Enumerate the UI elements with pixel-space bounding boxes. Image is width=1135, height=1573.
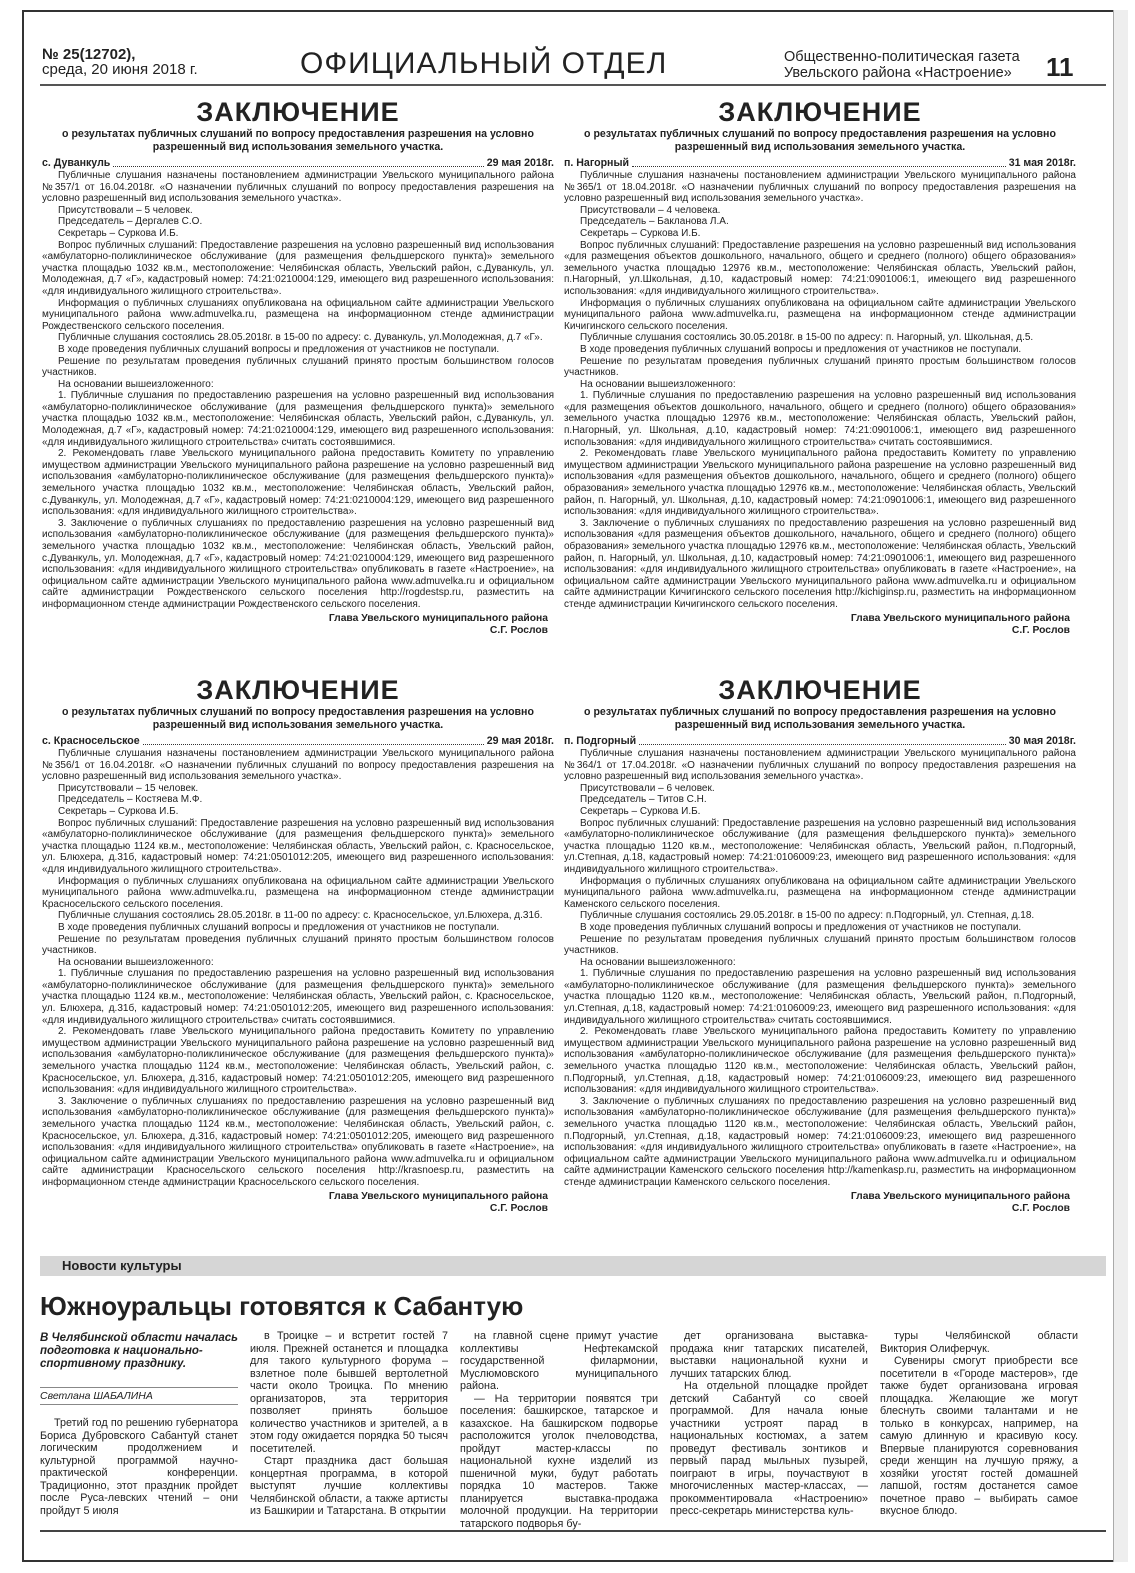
article-paragraph: Публичные слушания состоялись 28.05.2018г. в 15-00 по адресу: с. Дуванкуль, ул.Молодежная, д.7 «Г». [58, 332, 543, 344]
article-paragraph: Решение по результатам проведения публичных слушаний принято простым большинством голосов участников. [42, 355, 554, 379]
article-paragraph: Публичные слушания состоялись 28.05.2018г. в 11-00 по адресу: с. Красносельское, ул.Блюхера, д.31б. [58, 910, 543, 922]
article-subtitle: о результатах публичных слушаний по вопросу предоставления разрешения на условно разрешенный вид использования земельного участка. [62, 706, 534, 731]
culture-column-5 [880, 1330, 1078, 1518]
signature-role: Глава Увельского муниципального района [850, 612, 1070, 624]
article-paragraph: Публичные слушания назначены постановлением администрации Увельского муниципального района №365/1 от 18.04.2018г. «О назначении публичных слушаний по вопросу предоставления разрешения на условно разрешенный вид использования земельного участка». [564, 170, 1076, 205]
article-title: ЗАКЛЮЧЕНИЕ [718, 675, 922, 705]
article-podgorny [564, 676, 1076, 1215]
article-paragraph: Председатель – Дергалев С.О. [58, 216, 203, 228]
culture-paragraph: На отдельной площадке пройдет детский Сабантуй со своей программой. Для начала юные участники устроят парад в национальных костюмах, а затем проведут фестиваль зонтиков и первый парад мыльных пузырей, поиграют в игры, поучаствуют в многочисленных мастер-классах, — прокомментировала «Настроению» пресс-секретарь министерства куль- [670, 1380, 868, 1517]
article-title: ЗАКЛЮЧЕНИЕ [196, 97, 400, 127]
article-paragraph: 1. Публичные слушания по предоставлению разрешения на условно разрешенный вид использования «для размещения объектов дошкольного, начального, общего и среднего (полного) общего образования» земельного участка площадью 12976 кв.м., местоположение: Челябинская область, Увельский район, п.Нагорный, ул. Школьная, д.10, кадастровый номер: 74:21:0901006:1, имеющего вид разрешенного использования: «для индивидуального жилищного строительства» считать состоявшимися. [564, 390, 1076, 448]
article-paragraph: Секретарь – Суркова И.Б. [58, 805, 179, 817]
signature-name: С.Г. Рослов [1011, 624, 1070, 636]
article-paragraph: Председатель – Костяева М.Ф. [58, 794, 203, 806]
article-paragraph: Секретарь – Суркова И.Б. [580, 227, 701, 239]
article-subtitle: о результатах публичных слушаний по вопросу предоставления разрешения на условно разрешенный вид использования земельного участка. [584, 706, 1056, 731]
article-place: с. Красносельское [42, 735, 140, 747]
article-paragraph: Публичные слушания назначены постановлением администрации Увельского муниципального района №364/1 от 17.04.2018г. «О назначении публичных слушаний по вопросу предоставления разрешения на условно разрешенный вид использования земельного участка». [564, 748, 1076, 783]
paper-name-line2: Увельского района «Настроение» [784, 65, 1012, 81]
article-paragraph: На основании вышеизложенного: [58, 956, 214, 968]
article-signature [42, 1191, 554, 1215]
section-title: ОФИЦИАЛЬНЫЙ ОТДЕЛ [300, 47, 668, 80]
culture-paragraph: Сувениры смогут приобрести все посетители в «Городе мастеров», где также будет организована игровая площадка. Желающие же могут блеснуть своими талантами и не только в конкурсах, например, на самую длинную и красивую косу. Впервые планируются соревнования среди женщин на лучшую пряжу, а хозяйки угостят гостей домашней лапшой, гостям достанется самое почетное право – выбирать самое вкусное блюдо. [880, 1355, 1078, 1517]
article-date: 30 мая 2018г. [1008, 735, 1076, 747]
article-place: с. Дуванкуль [42, 157, 111, 169]
culture-paragraph: на главной сцене примут участие коллективы Нефтекамской государственной филармонии, Муслюмовского муниципального района. [460, 1330, 658, 1392]
article-paragraph: 3. Заключение о публичных слушаниях по предоставлению разрешения на условно разрешенный вид использования «амбулаторно-поликлиническое обслуживание (для размещения фельдшерского пункта)» земельного участка площадью 1124 кв.м., местоположение: Челябинская область, Увельский район, с. Красносельское, ул. Блюхера, д.31б, кадастровый номер: 74:21:0501012:205, имеющего вид разрешенного использования: «для индивидуального жилищного строительства» опубликовать в газете «Настроение», на официальном сайте администрации Увельского муниципального района www.admuvelka.ru и официальном сайте администрации Красносельского сельского поселения http://krasnoesp.ru, разместить на информационном стенде администрации Красносельского сельского поселения. [42, 1095, 554, 1188]
culture-paragraph: дет организована выставка-продажа книг татарских писателей, выставки национальной кухни и лучших татарских блюд. [670, 1330, 868, 1380]
article-paragraph: Секретарь – Суркова И.Б. [58, 227, 179, 239]
culture-column-3 [460, 1330, 658, 1530]
article-paragraph: 2. Рекомендовать главе Увельского муниципального района предоставить Комитету по управлению имуществом администрации Увельского муниципального района разрешение на условно разрешенный вид использования «амбулаторно-поликлиническое обслуживание (для размещения фельдшерского пункта)» земельного участка площадью 1032 кв.м., местоположение: Челябинская область, Увельский район, с.Дуванкуль, ул. Молодежная, д.7 «Г», кадастровый номер: 74:21:0210004:129, имеющего вид разрешенного использования: «для индивидуального жилищного строительства». [42, 448, 554, 518]
culture-column-2 [250, 1330, 448, 1518]
article-paragraph: На основании вышеизложенного: [580, 378, 736, 390]
article-paragraph: 2. Рекомендовать главе Увельского муниципального района предоставить Комитету по управлению имуществом администрации Увельского муниципального района разрешение на условно разрешенный вид использования «для размещения объектов дошкольного, начального, общего и среднего (полного) общего образования» земельного участка площадью 12976 кв.м., местоположение: Челябинская область, Увельский район, п. Нагорный, ул. Школьная, д.10, кадастровый номер: 74:21:0901006:1, имеющего вид разрешенного использования: «для индивидуального жилищного строительства». [564, 448, 1076, 518]
signature-name: С.Г. Рослов [1011, 1202, 1070, 1214]
bottom-rule [40, 1530, 1106, 1532]
article-paragraph: Информация о публичных слушаниях опубликована на официальном сайте администрации Увельского муниципального района www.admuvelka.ru, размещена на информационном стенде администрации Кичигинского сельского поселения. [564, 297, 1076, 332]
article-signature [42, 613, 554, 637]
article-paragraph: Публичные слушания состоялись 29.05.2018г. в 15-00 по адресу: п.Подгорный, ул. Степная, д.18. [580, 910, 1035, 922]
article-paragraph: 3. Заключение о публичных слушаниях по предоставлению разрешения на условно разрешенный вид использования «амбулаторно-поликлиническое обслуживание (для размещения фельдшерского пункта)» земельного участка площадью 1120 кв.м., местоположение: Челябинская область, Увельский район, п.Подгорный, ул.Степная, д.18, кадастровый номер: 74:21:0106009:23, имеющего вид разрешенного использования: «для индивидуального жилищного строительства» опубликовать в газете «Настроение», на официальном сайте администрации Увельского муниципального района www.admuvelka.ru и официальном сайте администрации Каменского сельского поселения http://kamenkasp.ru, разместить на информационном стенде администрации Каменского сельского поселения. [564, 1095, 1076, 1188]
culture-lead: В Челябинской области началась подготовка к национально-спортивному празднику. [40, 1332, 238, 1370]
dotted-leader [639, 735, 1006, 745]
dotted-leader [632, 157, 1006, 167]
article-paragraph: Информация о публичных слушаниях опубликована на официальном сайте администрации Увельского муниципального района www.admuvelka.ru, размещена на информационном стенде администрации Рождественского сельского поселения. [42, 297, 554, 332]
article-title: ЗАКЛЮЧЕНИЕ [718, 97, 922, 127]
article-paragraph: Присутствовали – 4 человека. [580, 204, 721, 216]
article-paragraph: На основании вышеизложенного: [58, 378, 214, 390]
article-place-date [564, 735, 1076, 748]
article-nagorny [564, 98, 1076, 637]
culture-paragraph: Старт праздника даст большая концертная программа, в которой выступят лучшие коллективы Челябинской области, а также артисты из Башкирии и Татарстана. В открытии [250, 1455, 448, 1517]
article-paragraph: Вопрос публичных слушаний: Предоставление разрешения на условно разрешенный вид использования «амбулаторно-поликлиническое обслуживание (для размещения фельдшерского пункта)» земельного участка площадью 1032 кв.м., местоположение: Челябинская область, Увельский район, с.Дуванкуль, ул. Молодежная, д.7 «Г», кадастровый номер: 74:21:0210004:129, имеющего вид разрешенного использования: «для индивидуального жилищного строительства». [42, 239, 554, 297]
article-paragraph: Решение по результатам проведения публичных слушаний принято простым большинством голосов участников. [42, 933, 554, 957]
article-paragraph: Информация о публичных слушаниях опубликована на официальном сайте администрации Увельского муниципального района www.admuvelka.ru, размещена на информационном стенде администрации Каменского сельского поселения. [564, 875, 1076, 910]
article-date: 29 мая 2018г. [486, 735, 554, 747]
article-paragraph: Решение по результатам проведения публичных слушаний принято простым большинством голосов участников. [564, 933, 1076, 957]
article-place-date [42, 735, 554, 748]
article-paragraph: Информация о публичных слушаниях опубликована на официальном сайте администрации Увельского муниципального района www.admuvelka.ru, размещена на информационном стенде администрации Красносельского сельского поселения. [42, 875, 554, 910]
article-paragraph: В ходе проведения публичных слушаний вопросы и предложения от участников не поступали. [58, 921, 500, 933]
article-paragraph: 1. Публичные слушания по предоставлению разрешения на условно разрешенный вид использования «амбулаторно-поликлиническое обслуживание (для размещения фельдшерского пункта)» земельного участка площадью 1120 кв.м., местоположение: Челябинская область, Увельский район, п.Подгорный, ул.Степная, д.18, кадастровый номер: 74:21:0106009:23, имеющего вид разрешенного использования: «для индивидуального жилищного строительства» считать состоявшимися. [564, 968, 1076, 1026]
article-paragraph: 2. Рекомендовать главе Увельского муниципального района предоставить Комитету по управлению имуществом администрации Увельского муниципального района разрешение на условно разрешенный вид использования «амбулаторно-поликлиническое обслуживание (для размещения фельдшерского пункта)» земельного участка площадью 1124 кв.м., местоположение: Челябинская область, Увельский район, с. Красносельское, ул. Блюхера, д.31б, кадастровый номер: 74:21:0501012:205, имеющего вид разрешенного использования: «для индивидуального жилищного строительства». [42, 1026, 554, 1096]
article-paragraph: Присутствовали – 15 человек. [58, 782, 199, 794]
issue-number: № 25(12702), [42, 46, 136, 63]
article-paragraph: Председатель – Титов С.Н. [580, 794, 707, 806]
issue-date: среда, 20 июня 2018 г. [42, 61, 198, 78]
dotted-leader [113, 157, 483, 167]
article-paragraph: Вопрос публичных слушаний: Предоставление разрешения на условно разрешенный вид использования «амбулаторно-поликлиническое обслуживание (для размещения фельдшерского пункта)» земельного участка площадью 1120 кв.м., местоположение: Челябинская область, Увельский район, п.Подгорный, ул.Степная, д.18, кадастровый номер: 74:21:0106009:23, имеющего вид разрешенного использования: «для индивидуального жилищного строительства». [564, 817, 1076, 875]
article-place: п. Нагорный [564, 157, 630, 169]
article-subtitle: о результатах публичных слушаний по вопросу предоставления разрешения на условно разрешенный вид использования земельного участка. [584, 128, 1056, 153]
article-paragraph: 2. Рекомендовать главе Увельского муниципального района предоставить Комитету по управлению имуществом администрации Увельского муниципального района разрешение на условно разрешенный вид использования «амбулаторно-поликлиническое обслуживание (для размещения фельдшерского пункта)» земельного участка площадью 1120 кв.м., местоположение: Челябинская область, Увельский район, п.Подгорный, ул.Степная, д.18, кадастровый номер: 74:21:0106009:23, имеющего вид разрешенного использования: «для индивидуального жилищного строительства». [564, 1026, 1076, 1096]
paper-name [784, 49, 1020, 81]
article-paragraph: Присутствовали – 6 человек. [580, 782, 715, 794]
signature-role: Глава Увельского муниципального района [850, 1190, 1070, 1202]
article-paragraph: Присутствовали – 5 человек. [58, 204, 193, 216]
article-paragraph: Решение по результатам проведения публичных слушаний принято простым большинством голосов участников. [564, 355, 1076, 379]
culture-column-4 [670, 1330, 868, 1518]
culture-paragraph: Третий год по решению губернатора Бориса Дубровского Сабантуй станет логическим продолжением и культурной программой научно-практической конференции. Традиционно, этот праздник пройдет после Руса-левских чтений – они пройдут 5 июля [40, 1417, 238, 1517]
signature-name: С.Г. Рослов [489, 1202, 548, 1214]
section-label: Новости культуры [62, 1258, 182, 1273]
culture-author: Светлана ШАБАЛИНА [40, 1387, 238, 1405]
article-subtitle: о результатах публичных слушаний по вопросу предоставления разрешения на условно разрешенный вид использования земельного участка. [62, 128, 534, 153]
page-number: 11 [1046, 52, 1074, 82]
section-bar [40, 1256, 1106, 1276]
article-paragraph: Председатель – Бакланова Л.А. [580, 216, 729, 228]
article-paragraph: Вопрос публичных слушаний: Предоставление разрешения на условно разрешенный вид использования «амбулаторно-поликлиническое обслуживание (для размещения фельдшерского пункта)» земельного участка площадью 1124 кв.м., местоположение: Челябинская область, Увельский район, с. Красносельское, ул. Блюхера, д.31б, кадастровый номер: 74:21:0501012:205, имеющего вид разрешенного использования: «для индивидуального жилищного строительства». [42, 817, 554, 875]
article-paragraph: В ходе проведения публичных слушаний вопросы и предложения от участников не поступали. [58, 343, 500, 355]
culture-paragraph: в Троицке – и встретит гостей 7 июля. Прежней останется и площадка для такого культурного форума – взлетное поле бывшей вертолетной части около Троицка. По мнению организаторов, эта территория позволяет принять большое количество участников и зрителей, а в этом году ожидается порядка 50 тысяч посетителей. [250, 1330, 448, 1455]
article-duvankul [42, 98, 554, 637]
article-paragraph: В ходе проведения публичных слушаний вопросы и предложения от участников не поступали. [580, 921, 1022, 933]
article-signature [564, 1191, 1076, 1215]
article-paragraph: Секретарь – Суркова И.Б. [580, 805, 701, 817]
issue-info [42, 47, 198, 77]
article-paragraph: Публичные слушания состоялись 30.05.2018г. в 15-00 по адресу: п. Нагорный, ул. Школьная, д.5. [580, 332, 1034, 344]
signature-role: Глава Увельского муниципального района [328, 1190, 548, 1202]
article-paragraph: 3. Заключение о публичных слушаниях по предоставлению разрешения на условно разрешенный вид использования «для размещения объектов дошкольного, начального, общего и среднего (полного) общего образования» земельного участка площадью 12976 кв.м., местоположение: Челябинская область, Увельский район, п. Нагорный, ул. Школьная, д.10, кадастровый номер: 74:21:0901006:1, имеющего вид разрешенного использования: «для индивидуального жилищного строительства» опубликовать в газете «Настроение», на официальном сайте администрации Увельского муниципального района www.admuvelka.ru и официальном сайте администрации Кичигинского сельского поселения http://kichiginsp.ru, разместить на информационном стенде администрации Кичигинского сельского поселения. [564, 517, 1076, 610]
signature-name: С.Г. Рослов [489, 624, 548, 636]
article-paragraph: 1. Публичные слушания по предоставлению разрешения на условно разрешенный вид использования «амбулаторно-поликлиническое обслуживание (для размещения фельдшерского пункта)» земельного участка площадью 1032 кв.м., местоположение: Челябинская область, Увельский район, с.Дуванкуль, ул. Молодежная, д.7 «Г», кадастровый номер: 74:21:0210004:129, имеющего вид разрешенного использования: «для индивидуального жилищного строительства» считать состоявшимися. [42, 390, 554, 448]
dotted-leader [143, 735, 484, 745]
article-paragraph: 3. Заключение о публичных слушаниях по предоставлению разрешения на условно разрешенный вид использования «амбулаторно-поликлиническое обслуживание (для размещения фельдшерского пункта)» земельного участка площадью 1032 кв.м., местоположение: Челябинская область, Увельский район, с.Дуванкуль, ул. Молодежная, д.7 «Г», кадастровый номер: 74:21:0210004:129, имеющего вид разрешенного использования: «для индивидуального жилищного строительства» опубликовать в газете «Настроение», на официальном сайте администрации Увельского муниципального района www.admuvelka.ru и официальном сайте администрации Рождественского сельского поселения http://rogdestsp.ru, разместить на информационном стенде администрации Рождественского сельского поселения. [42, 517, 554, 610]
header-rule [40, 84, 1106, 86]
article-place-date [564, 157, 1076, 170]
article-paragraph: На основании вышеизложенного: [580, 956, 736, 968]
article-title: ЗАКЛЮЧЕНИЕ [196, 675, 400, 705]
article-paragraph: 1. Публичные слушания по предоставлению разрешения на условно разрешенный вид использования «амбулаторно-поликлиническое обслуживание (для размещения фельдшерского пункта)» земельного участка площадью 1124 кв.м., местоположение: Челябинская область, Увельский район, с. Красносельское, ул. Блюхера, д.31б, кадастровый номер: 74:21:0501012:205, имеющего вид разрешенного использования: «для индивидуального жилищного строительства» считать состоявшимися. [42, 968, 554, 1026]
culture-paragraph: туры Челябинской области Виктория Олиферчук. [880, 1330, 1078, 1355]
article-place: п. Подгорный [564, 735, 637, 747]
culture-column-1 [40, 1417, 238, 1517]
article-krasnoselskoe [42, 676, 554, 1215]
article-body [42, 170, 554, 611]
paper-name-line1: Общественно-политическая газета [784, 49, 1020, 65]
article-date: 31 мая 2018г. [1008, 157, 1076, 169]
article-place-date [42, 157, 554, 170]
article-paragraph: Публичные слушания назначены постановлением администрации Увельского муниципального района №356/1 от 16.04.2018г. «О назначении публичных слушаний по вопросу предоставления разрешения на условно разрешенный вид использования земельного участка». [42, 748, 554, 783]
article-paragraph: В ходе проведения публичных слушаний вопросы и предложения от участников не поступали. [580, 343, 1022, 355]
article-signature [564, 613, 1076, 637]
article-paragraph: Вопрос публичных слушаний: Предоставление разрешения на условно разрешенный вид использования «для размещения объектов дошкольного, начального, общего и среднего (полного) общего образования» земельного участка площадью 12976 кв.м., местоположение: Челябинская область, Увельский район, п.Нагорный, ул.Школьная, д.10, кадастровый номер: 74:21:0901006:1, имеющего вид разрешенного использования: «для индивидуального жилищного строительства». [564, 239, 1076, 297]
article-date: 29 мая 2018г. [486, 157, 554, 169]
scrollbar[interactable] [1113, 10, 1128, 1562]
culture-paragraph: — На территории появятся три поселения: башкирское, татарское и казахское. На башкирском подворье расположится уголок пчеловодства, пройдут мастер-классы по национальной кухне изделий из пшеничной муки, будут работать порядка 10 мастеров. Также планируется выставка-продажа молочной продукции. На территории татарского подворья бу- [460, 1392, 658, 1530]
culture-headline: Южноуральцы готовятся к Сабантую [40, 1291, 524, 1321]
article-body [564, 748, 1076, 1189]
article-paragraph: Публичные слушания назначены постановлением администрации Увельского муниципального района №357/1 от 16.04.2018г. «О назначении публичных слушаний по вопросу предоставления разрешения на условно разрешенный вид использования земельного участка». [42, 170, 554, 205]
article-body [564, 170, 1076, 611]
article-body [42, 748, 554, 1189]
signature-role: Глава Увельского муниципального района [328, 612, 548, 624]
